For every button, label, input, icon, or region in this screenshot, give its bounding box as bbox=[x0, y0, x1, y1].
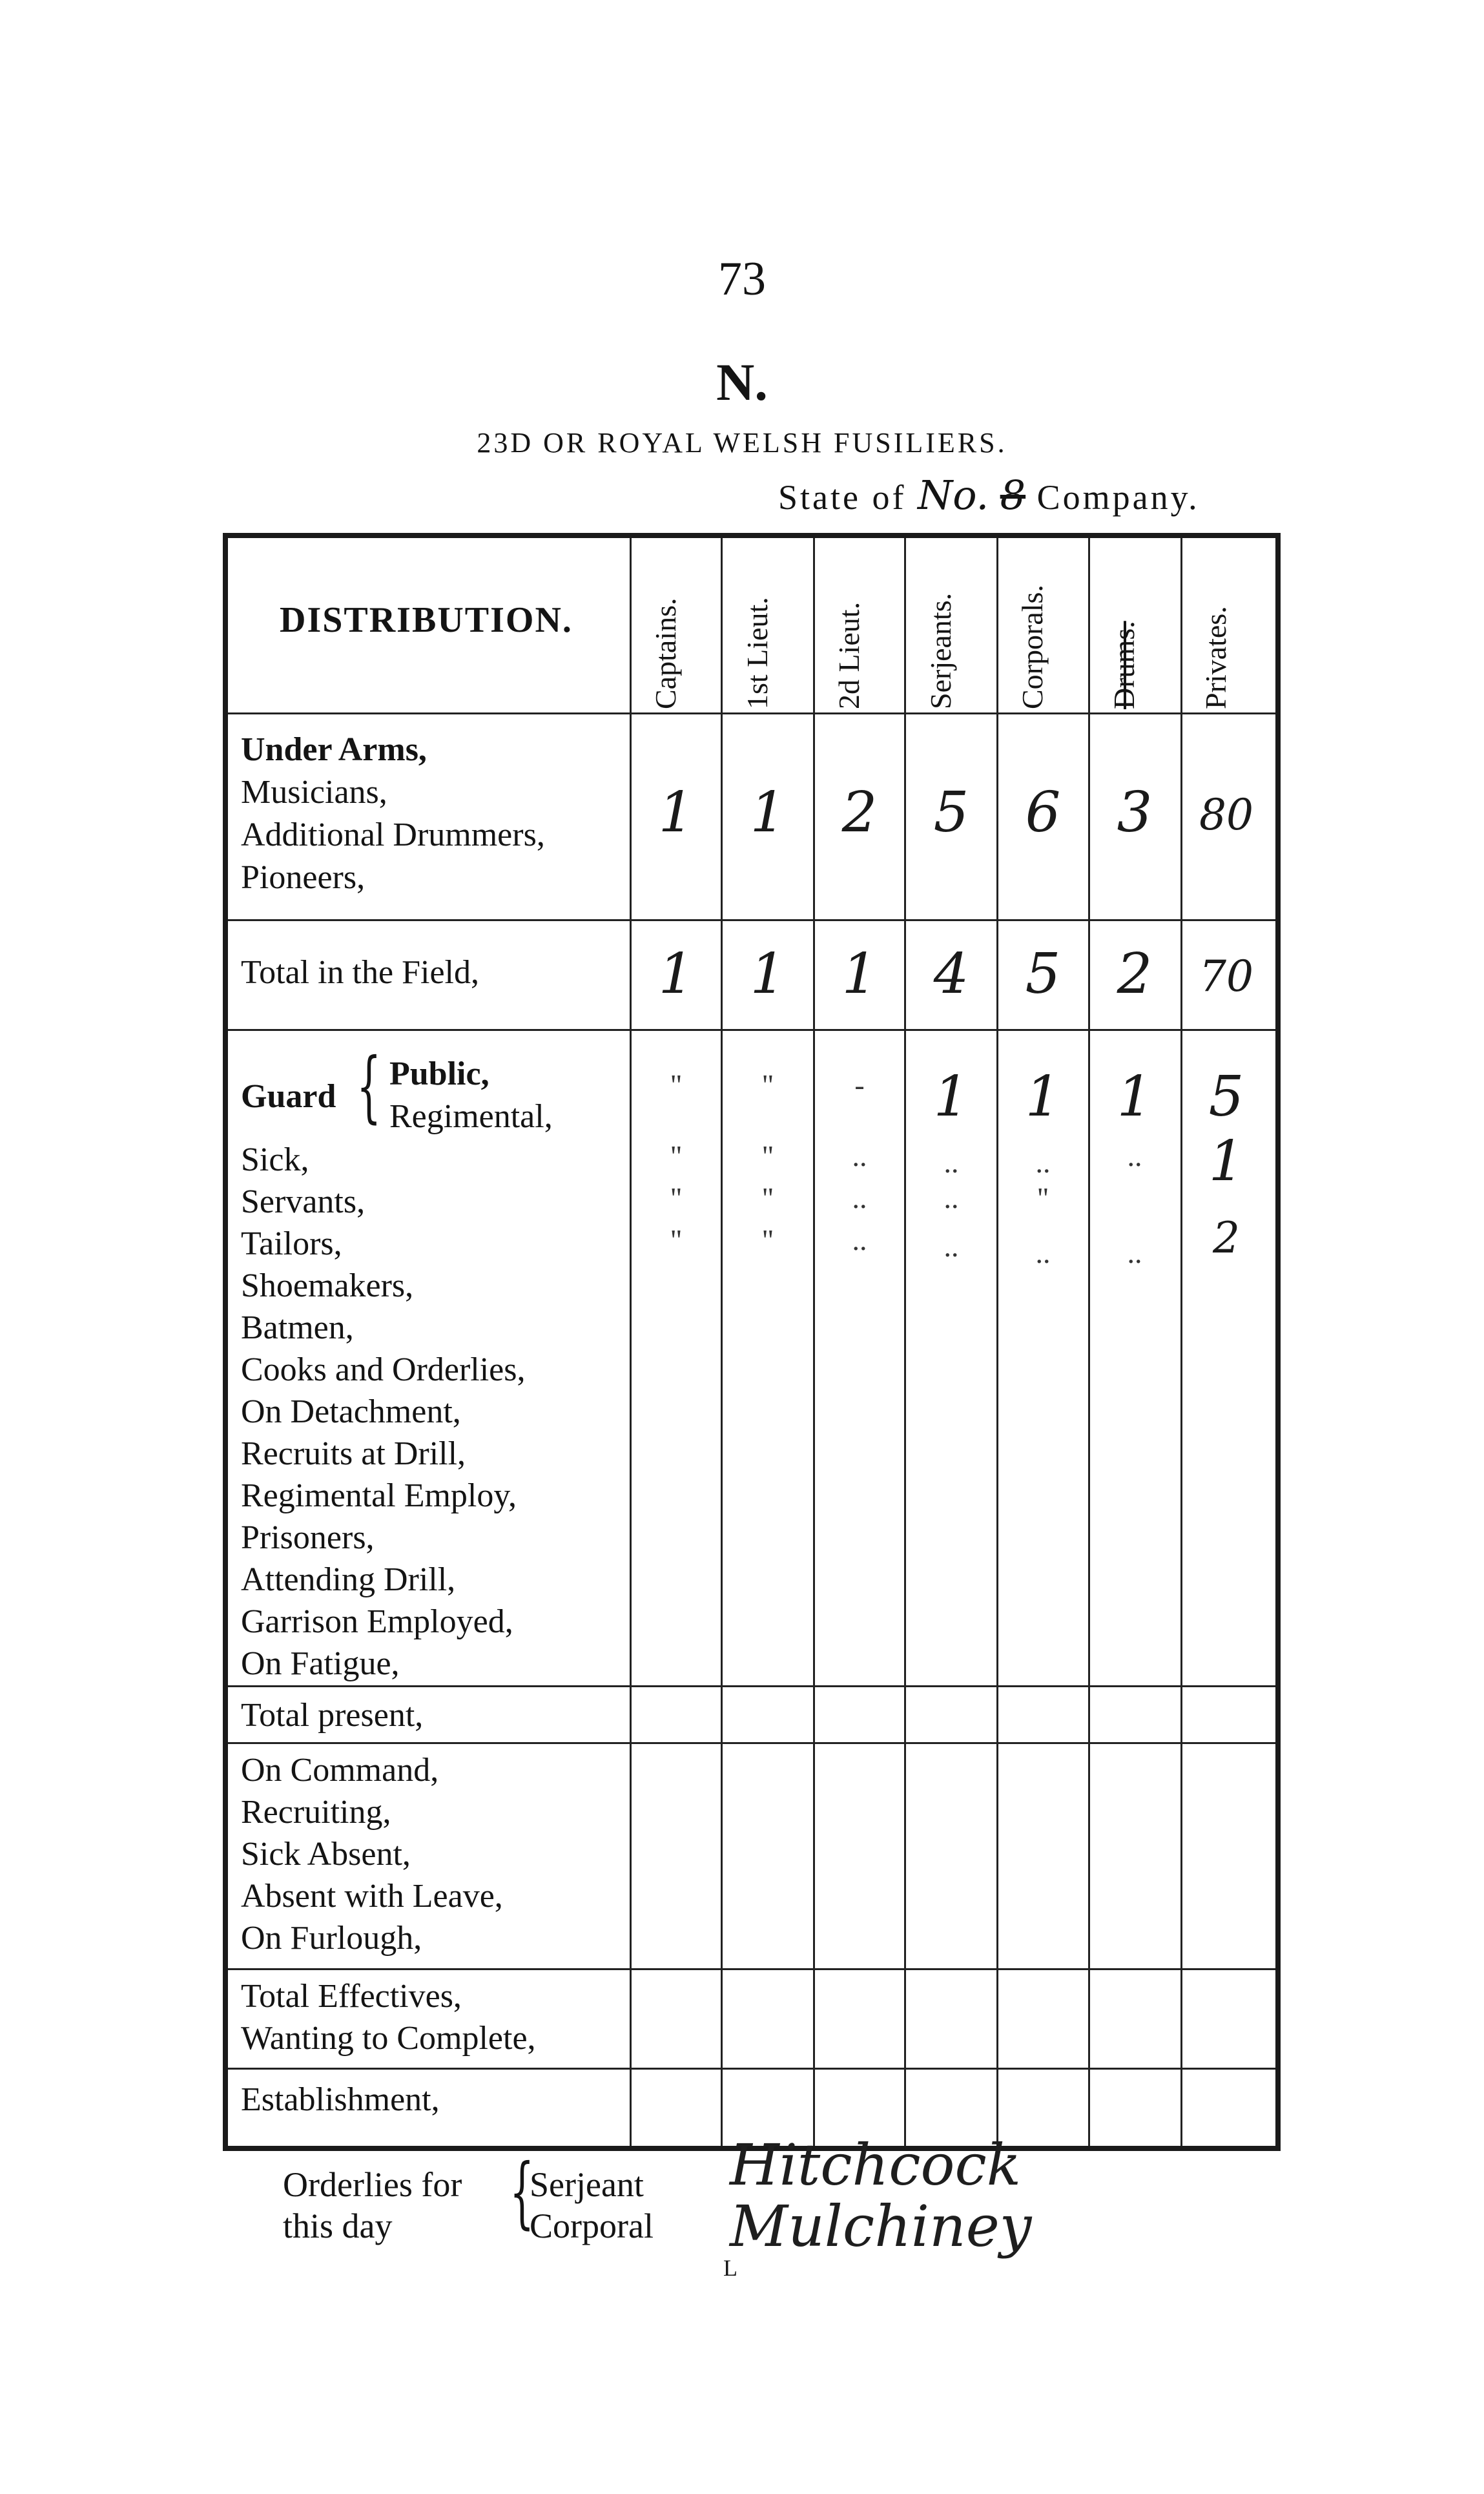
row-absent-with-leave: Absent with Leave, bbox=[241, 1878, 503, 1915]
corporal-signature: Mulchiney bbox=[730, 2193, 1032, 2260]
guard-privates: 5 bbox=[1208, 1065, 1244, 1129]
serjeant-signature: Hitchcock bbox=[730, 2132, 1022, 2198]
sick-drums: .. bbox=[1127, 1139, 1142, 1172]
row-total-in-field: Total in the Field, bbox=[241, 954, 479, 991]
row-total-effectives: Total Effectives, bbox=[241, 1978, 462, 2015]
orderlies-label bbox=[283, 2164, 462, 2247]
tailors-privates: 2 bbox=[1213, 1213, 1240, 1263]
rank-corporal: Corporal bbox=[530, 2207, 654, 2245]
company-state-line bbox=[778, 472, 1308, 519]
state-prefix: State of bbox=[778, 478, 907, 517]
guard-2d-lieut: - bbox=[854, 1068, 865, 1101]
guard-label: Guard bbox=[241, 1078, 336, 1115]
row-sick: Sick, bbox=[241, 1141, 309, 1178]
field-serjeants: 4 bbox=[933, 942, 969, 1006]
col-captains: Captains. bbox=[649, 598, 682, 709]
col-2d-lieut: 2d Lieut. bbox=[832, 601, 865, 709]
guard-serjeants: 1 bbox=[933, 1065, 969, 1129]
row-total-present: Total present, bbox=[241, 1697, 424, 1734]
rank-serjeant: Serjeant bbox=[530, 2165, 644, 2204]
col-privates: Privates. bbox=[1199, 606, 1232, 709]
servants-corporals: " bbox=[1036, 1181, 1049, 1214]
page-number: 73 bbox=[718, 253, 766, 306]
sick-corporals: .. bbox=[1035, 1146, 1051, 1179]
field-privates: 70 bbox=[1199, 951, 1253, 1001]
row-cooks-orderlies: Cooks and Orderlies, bbox=[241, 1351, 526, 1388]
guard-brace: { bbox=[356, 1042, 382, 1132]
under-arms-captains: 1 bbox=[658, 780, 694, 845]
field-2d-lieut: 1 bbox=[841, 942, 878, 1006]
tailors-captains: " bbox=[670, 1223, 683, 1256]
row-tailors: Tailors, bbox=[241, 1225, 342, 1262]
servants-serjeants: .. bbox=[943, 1181, 959, 1214]
sick-captains: " bbox=[670, 1139, 683, 1172]
guard-captains: " bbox=[670, 1068, 683, 1101]
signature-letter: L bbox=[723, 2255, 737, 2281]
under-arms-drums: 3 bbox=[1117, 780, 1153, 845]
guard-1st-lieut: " bbox=[761, 1068, 774, 1101]
row-pioneers: Pioneers, bbox=[241, 859, 366, 896]
row-under-arms: Under Arms, bbox=[241, 731, 427, 768]
company-no-label: No. bbox=[917, 472, 989, 519]
orderlies-line2: this day bbox=[283, 2207, 393, 2245]
sick-1st-lieut: " bbox=[761, 1139, 774, 1172]
col-corporals: Corporals. bbox=[1016, 585, 1049, 709]
row-servants: Servants, bbox=[241, 1183, 366, 1220]
field-captains: 1 bbox=[658, 942, 694, 1006]
col-drums: Drums. bbox=[1108, 621, 1140, 709]
tailors-1st-lieut: " bbox=[761, 1223, 774, 1256]
field-drums: 2 bbox=[1117, 942, 1153, 1006]
servants-captains: " bbox=[670, 1181, 683, 1214]
orderlies-brace: { bbox=[510, 2148, 535, 2238]
tailors-2d-lieut: .. bbox=[852, 1223, 867, 1256]
company-no-value: 8 bbox=[1000, 472, 1026, 519]
tailors-serjeants: .. bbox=[943, 1230, 959, 1263]
row-on-command: On Command, bbox=[241, 1752, 439, 1789]
row-attending-drill: Attending Drill, bbox=[241, 1561, 456, 1598]
tailors-drums: .. bbox=[1127, 1236, 1142, 1269]
orderlies-line1: Orderlies for bbox=[283, 2165, 462, 2204]
row-on-fatigue: On Fatigue, bbox=[241, 1645, 400, 1682]
regiment-title: 23D OR ROYAL WELSH FUSILIERS. bbox=[477, 427, 1007, 459]
orderlies-ranks bbox=[530, 2164, 654, 2247]
guard-public: Public, bbox=[389, 1055, 490, 1092]
field-1st-lieut: 1 bbox=[750, 942, 786, 1006]
sick-serjeants: .. bbox=[943, 1146, 959, 1179]
sick-2d-lieut: .. bbox=[852, 1139, 867, 1172]
guard-drums: 1 bbox=[1117, 1065, 1153, 1129]
row-establishment: Establishment, bbox=[241, 2081, 440, 2118]
under-arms-corporals: 6 bbox=[1025, 780, 1061, 845]
row-on-detachment: On Detachment, bbox=[241, 1393, 461, 1430]
company-suffix: Company. bbox=[1036, 478, 1200, 517]
row-recruits-at-drill: Recruits at Drill, bbox=[241, 1435, 466, 1472]
guard-regimental: Regimental, bbox=[389, 1098, 553, 1135]
tailors-corporals: .. bbox=[1035, 1236, 1051, 1269]
under-arms-privates: 80 bbox=[1199, 790, 1253, 840]
row-musicians: Musicians, bbox=[241, 774, 387, 811]
under-arms-serjeants: 5 bbox=[933, 780, 969, 845]
row-prisoners: Prisoners, bbox=[241, 1519, 375, 1556]
under-arms-2d-lieut: 2 bbox=[841, 780, 878, 845]
guard-corporals: 1 bbox=[1025, 1065, 1061, 1129]
row-sick-absent: Sick Absent, bbox=[241, 1836, 411, 1873]
distribution-header: DISTRIBUTION. bbox=[280, 600, 573, 640]
sick-privates: 1 bbox=[1208, 1129, 1244, 1194]
row-additional-drummers: Additional Drummers, bbox=[241, 816, 545, 853]
servants-2d-lieut: .. bbox=[852, 1181, 867, 1214]
field-corporals: 5 bbox=[1025, 942, 1061, 1006]
row-batmen: Batmen, bbox=[241, 1309, 354, 1346]
row-regimental-employ: Regimental Employ, bbox=[241, 1477, 517, 1514]
company-state-table bbox=[223, 533, 1281, 2151]
col-1st-lieut: 1st Lieut. bbox=[741, 597, 774, 709]
under-arms-1st-lieut: 1 bbox=[750, 780, 786, 845]
row-shoemakers: Shoemakers, bbox=[241, 1267, 414, 1304]
form-letter: N. bbox=[716, 353, 768, 411]
servants-1st-lieut: " bbox=[761, 1181, 774, 1214]
row-wanting-to-complete: Wanting to Complete, bbox=[241, 2020, 536, 2057]
row-garrison-employed: Garrison Employed, bbox=[241, 1603, 513, 1640]
row-recruiting: Recruiting, bbox=[241, 1794, 391, 1831]
row-on-furlough: On Furlough, bbox=[241, 1920, 422, 1957]
col-serjeants: Serjeants. bbox=[924, 592, 957, 709]
